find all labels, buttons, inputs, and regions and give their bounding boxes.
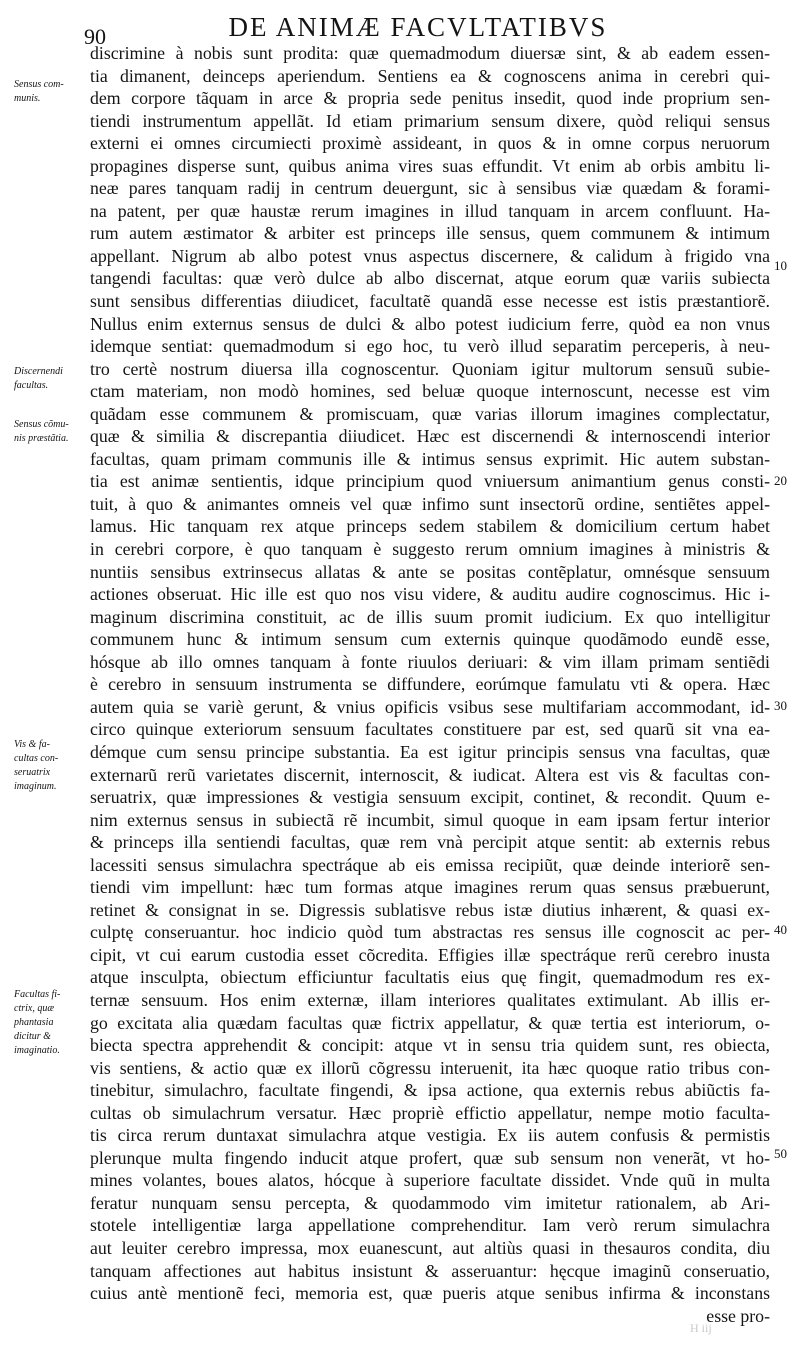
text-line: seruatrix, quæ impressiones & vestigia sensuum excipit, continet, & recondit. Quum e-	[90, 787, 770, 808]
text-line: mines volantes, boues alatos, hócque à superiore facultate dissidet. Vnde quũ in multa	[90, 1170, 770, 1191]
text-line: Nullus enim externus sensus de dulci & albo potest iudicium ferre, quòd ea non vnus	[90, 313, 770, 334]
page-number: 90	[84, 24, 106, 49]
text-line: tuit, à quo & animantes omneis vel quæ infimo sunt insectorũ ordine, sentiẽtes appel-	[90, 493, 770, 514]
text-line: tiendi instrumentum appellãt. Id etiam primarium sensum dixere, quòd reliqui sensus	[90, 110, 770, 131]
text-line: maginum discrimina constituit, ac de illis suum promit iudicium. Ex quo intelligitur	[90, 606, 770, 627]
text-line: nim externus sensus in subiectã rẽ incumbit, simul quoque in eam ipsam fertur interior	[90, 809, 770, 830]
marginal-note-line: nis præstãtia.	[14, 433, 69, 444]
body-text	[90, 42, 770, 1327]
text-line: tia est animæ sentientis, idque principium quod vniuersum animantium genus consti-	[90, 471, 770, 492]
text-line: discrimine à nobis sunt prodita: quæ quemadmodum diuersæ sint, & ab eadem essen-	[90, 43, 770, 63]
text-line: aut leuiter cerebro impressa, mox euanescunt, aut altiùs quasi in thesauros condita, diu	[90, 1237, 770, 1258]
text-line: na patent, per quæ haustæ rerum imagines in illud tanquam in arcem confluunt. Ha-	[90, 200, 770, 221]
marginal-note-line: Vis & fa-	[14, 739, 50, 750]
line-number-10: 10	[774, 258, 787, 273]
text-line: nuntiis sensibus extrinsecus allatas & ante se positas contẽplatur, omnésque sensuum	[90, 561, 770, 582]
marginal-note-line: Discernendi	[14, 366, 63, 377]
text-line: plerunque multa fingendo inducit atque profert, quæ sub sensum non venerãt, vt ho-	[90, 1147, 770, 1168]
text-line: atque insculpta, obiectum efficiuntur facultatis eius quę fingit, quemadmodum res ex-	[90, 967, 770, 988]
marginal-note-line: Sensus com-	[14, 79, 64, 90]
text-line: feratur nunquam sensu percepta, & quodammodo vim imitetur rationalem, ab Ari-	[90, 1192, 770, 1213]
text-line: hósque ab illo omnes tanquam à fonte riuulos deriuari: & vim illam primam sentiẽdi	[90, 651, 770, 672]
marginal-note-line: dicitur &	[14, 1031, 51, 1042]
text-line: lamus. Hic tanquam rex atque princeps sedem stabilem & domicilium certum habet	[90, 516, 770, 537]
text-line: idemque sentiat: quemadmodum si ego hoc, tu verò illud separatim perceperis, à neu-	[90, 336, 770, 357]
marginal-note	[14, 988, 90, 1058]
text-line: ctam materiam, non modò homines, sed beluæ quoque internoscunt, necesse est vim	[90, 381, 770, 402]
text-line: appellant. Nigrum ab albo potest vnus aspectus discernere, & calidum à frigido vna	[90, 245, 770, 266]
text-line: è cerebro in sensuum instrumenta se diffundere, eorúmque famulatu vti & opera. Hæc	[90, 674, 770, 695]
marginal-note	[14, 365, 90, 393]
marginal-note-line: seruatrix	[14, 767, 51, 778]
text-line: facultas, quam primam communis ille & intimus sensus exprimit. Hic autem substan-	[90, 448, 770, 469]
text-line: actiones obseruat. Hic ille est quo nos visu videre, & auditu audire cognoscimus. Hic i-	[90, 584, 770, 605]
text-line: propagines disperse sunt, quibus anima vires suas effundit. Vt enim ab orbis ambitu li-	[90, 155, 770, 176]
line-number-20: 20	[774, 473, 787, 488]
text-line: circo quinque exteriorum sensuum facultates constituere par est, sed quarũ sit vna ea-	[90, 719, 770, 740]
text-line: cuius antè mentionẽ feci, memoria est, quæ pueris atque senibus infirma & inconstans	[90, 1283, 770, 1304]
text-line: sunt sensibus differentias diiudicet, facultatẽ quandã esse necesse est istis præstantiorẽ.	[90, 291, 770, 312]
text-line: externi ei omnes circumiecti proximè assideant, in quos & in omne corpus neruorum	[90, 133, 770, 154]
text-line: démque cum sensu principe substantia. Ea est igitur principis sensus vna facultas, quæ	[90, 741, 770, 762]
marginal-note-line: Facultas fi-	[14, 989, 61, 1000]
text-line: tis circa rerum duntaxat simulachra atque vestigia. Ex iis autem confusis & permistis	[90, 1125, 770, 1146]
text-line: retinet & consignat in se. Digressis sublatisve rebus istæ diutius inhærent, & quasi ex-	[90, 899, 770, 920]
text-line: ternæ sensuum. Hos enim externæ, illam interiores qualitates extimulant. Ab illis er-	[90, 989, 770, 1010]
text-line: tinebitur, simulachro, facultate fingendi, & ipsa actione, qua externis rebus abiũctis fa-	[90, 1080, 770, 1101]
marginal-note	[14, 418, 90, 446]
marginal-note-line: facultas.	[14, 380, 49, 391]
signature-mark: H iij	[690, 1321, 712, 1335]
text-line: tro certè nostrum diuersa illa cognoscentur. Quoniam igitur multorum sensuũ subie-	[90, 358, 770, 379]
text-line: tangendi facultas: quæ verò dulce ab albo discernat, atque eorum quæ variis subiecta	[90, 268, 770, 289]
running-head: DE ANIMÆ FACVLTATIBVS	[228, 12, 608, 42]
text-line: tiendi vim impellunt: hæc tum formas atque imagines rerum quas sensus præbuerunt,	[90, 877, 770, 898]
text-line: lacessiti sensus simulachra spectráque ab eis emissa recipiũt, quæ deinde interiorẽ sen-	[90, 854, 770, 875]
text-line: culptę conseruantur. hoc indicio quòd tum abstractas res sensus ille cognoscit ac per-	[90, 922, 770, 943]
line-number-40: 40	[774, 922, 787, 937]
marginal-note-line: ctrix, quæ	[14, 1003, 54, 1014]
text-line: cipit, vt cui earum custodia esset cõcredita. Effigies illæ spectráque rerũ cerebro inusta	[90, 944, 770, 965]
text-line: esse pro-	[706, 1305, 770, 1326]
text-line: externarũ rerũ varietates discernit, internoscit, & iudicat. Altera est vis & facultas con-	[90, 764, 770, 785]
marginal-note-line: imaginatio.	[14, 1045, 60, 1056]
text-line: autem quia se variè gerunt, & vnius opificis vsibus sese multifariam accommodant, id-	[90, 696, 770, 717]
text-line: go excitata alia quædam facultas quæ fictrix appellatur, & quæ tertia est interiorum, o-	[90, 1012, 770, 1033]
text-line: in cerebri corpore, è quo tanquam è suggesto rerum omnium imagines à ministris &	[90, 539, 770, 560]
text-line: tanquam affectiones aut habitus insistunt & asseruantur: hęcque imaginũ conseruatio,	[90, 1260, 770, 1281]
marginal-note-line: imaginum.	[14, 781, 57, 792]
marginal-note-line: Sensus cõmu-	[14, 419, 69, 430]
text-line: vis sentiens, & actio quæ ex illorũ cõgressu interuenit, ita hæc quoque ratio tribus con-	[90, 1057, 770, 1078]
text-line: tia dimanent, deinceps aperiendum. Sentiens ea & cognoscens anima in cerebri qui-	[90, 65, 770, 86]
text-line: stotele intelligentiæ larga appellatione comprehenditur. Iam verò rerum simulachra	[90, 1215, 770, 1236]
text-line: rum autem æstimator & arbiter est princeps ille sensus, quem communem & intimum	[90, 223, 770, 244]
text-line: biecta spectra apprehendit & concipit: atque vt in sensu tria quidem sunt, res obiecta,	[90, 1035, 770, 1056]
line-number-50: 50	[774, 1146, 787, 1161]
marginal-note-line: phantasia	[14, 1017, 54, 1028]
text-line: communem hunc & intimum sensum cum externis quinque quodãmodo eundẽ esse,	[90, 629, 770, 650]
marginal-note	[14, 78, 90, 106]
text-line: neæ pares tanquam radij in centrum deuergunt, sic à sensibus viæ quædam & forami-	[90, 178, 770, 199]
text-line: quæ & similia & discrepantia diiudicet. Hæc est discernendi & internoscendi interior	[90, 426, 770, 447]
text-line: & princeps illa sentiendi facultas, quæ rem vnà percipit atque sentit: ab externis rebus	[90, 832, 770, 853]
text-line: dem corpore tãquam in arce & propria sede penitus insedit, quod inde proprium sen-	[90, 88, 770, 109]
text-line: quãdam esse communem & promiscuam, quæ varias illorum imagines complectatur,	[90, 403, 770, 424]
text-line: cultas ob simulachrum versatur. Hæc propriè effictio appellatur, nempe motio faculta-	[90, 1102, 770, 1123]
marginal-note-line: cultas con-	[14, 753, 59, 764]
marginal-note	[14, 738, 90, 794]
line-number-30: 30	[774, 698, 787, 713]
marginal-note-line: munis.	[14, 93, 41, 104]
